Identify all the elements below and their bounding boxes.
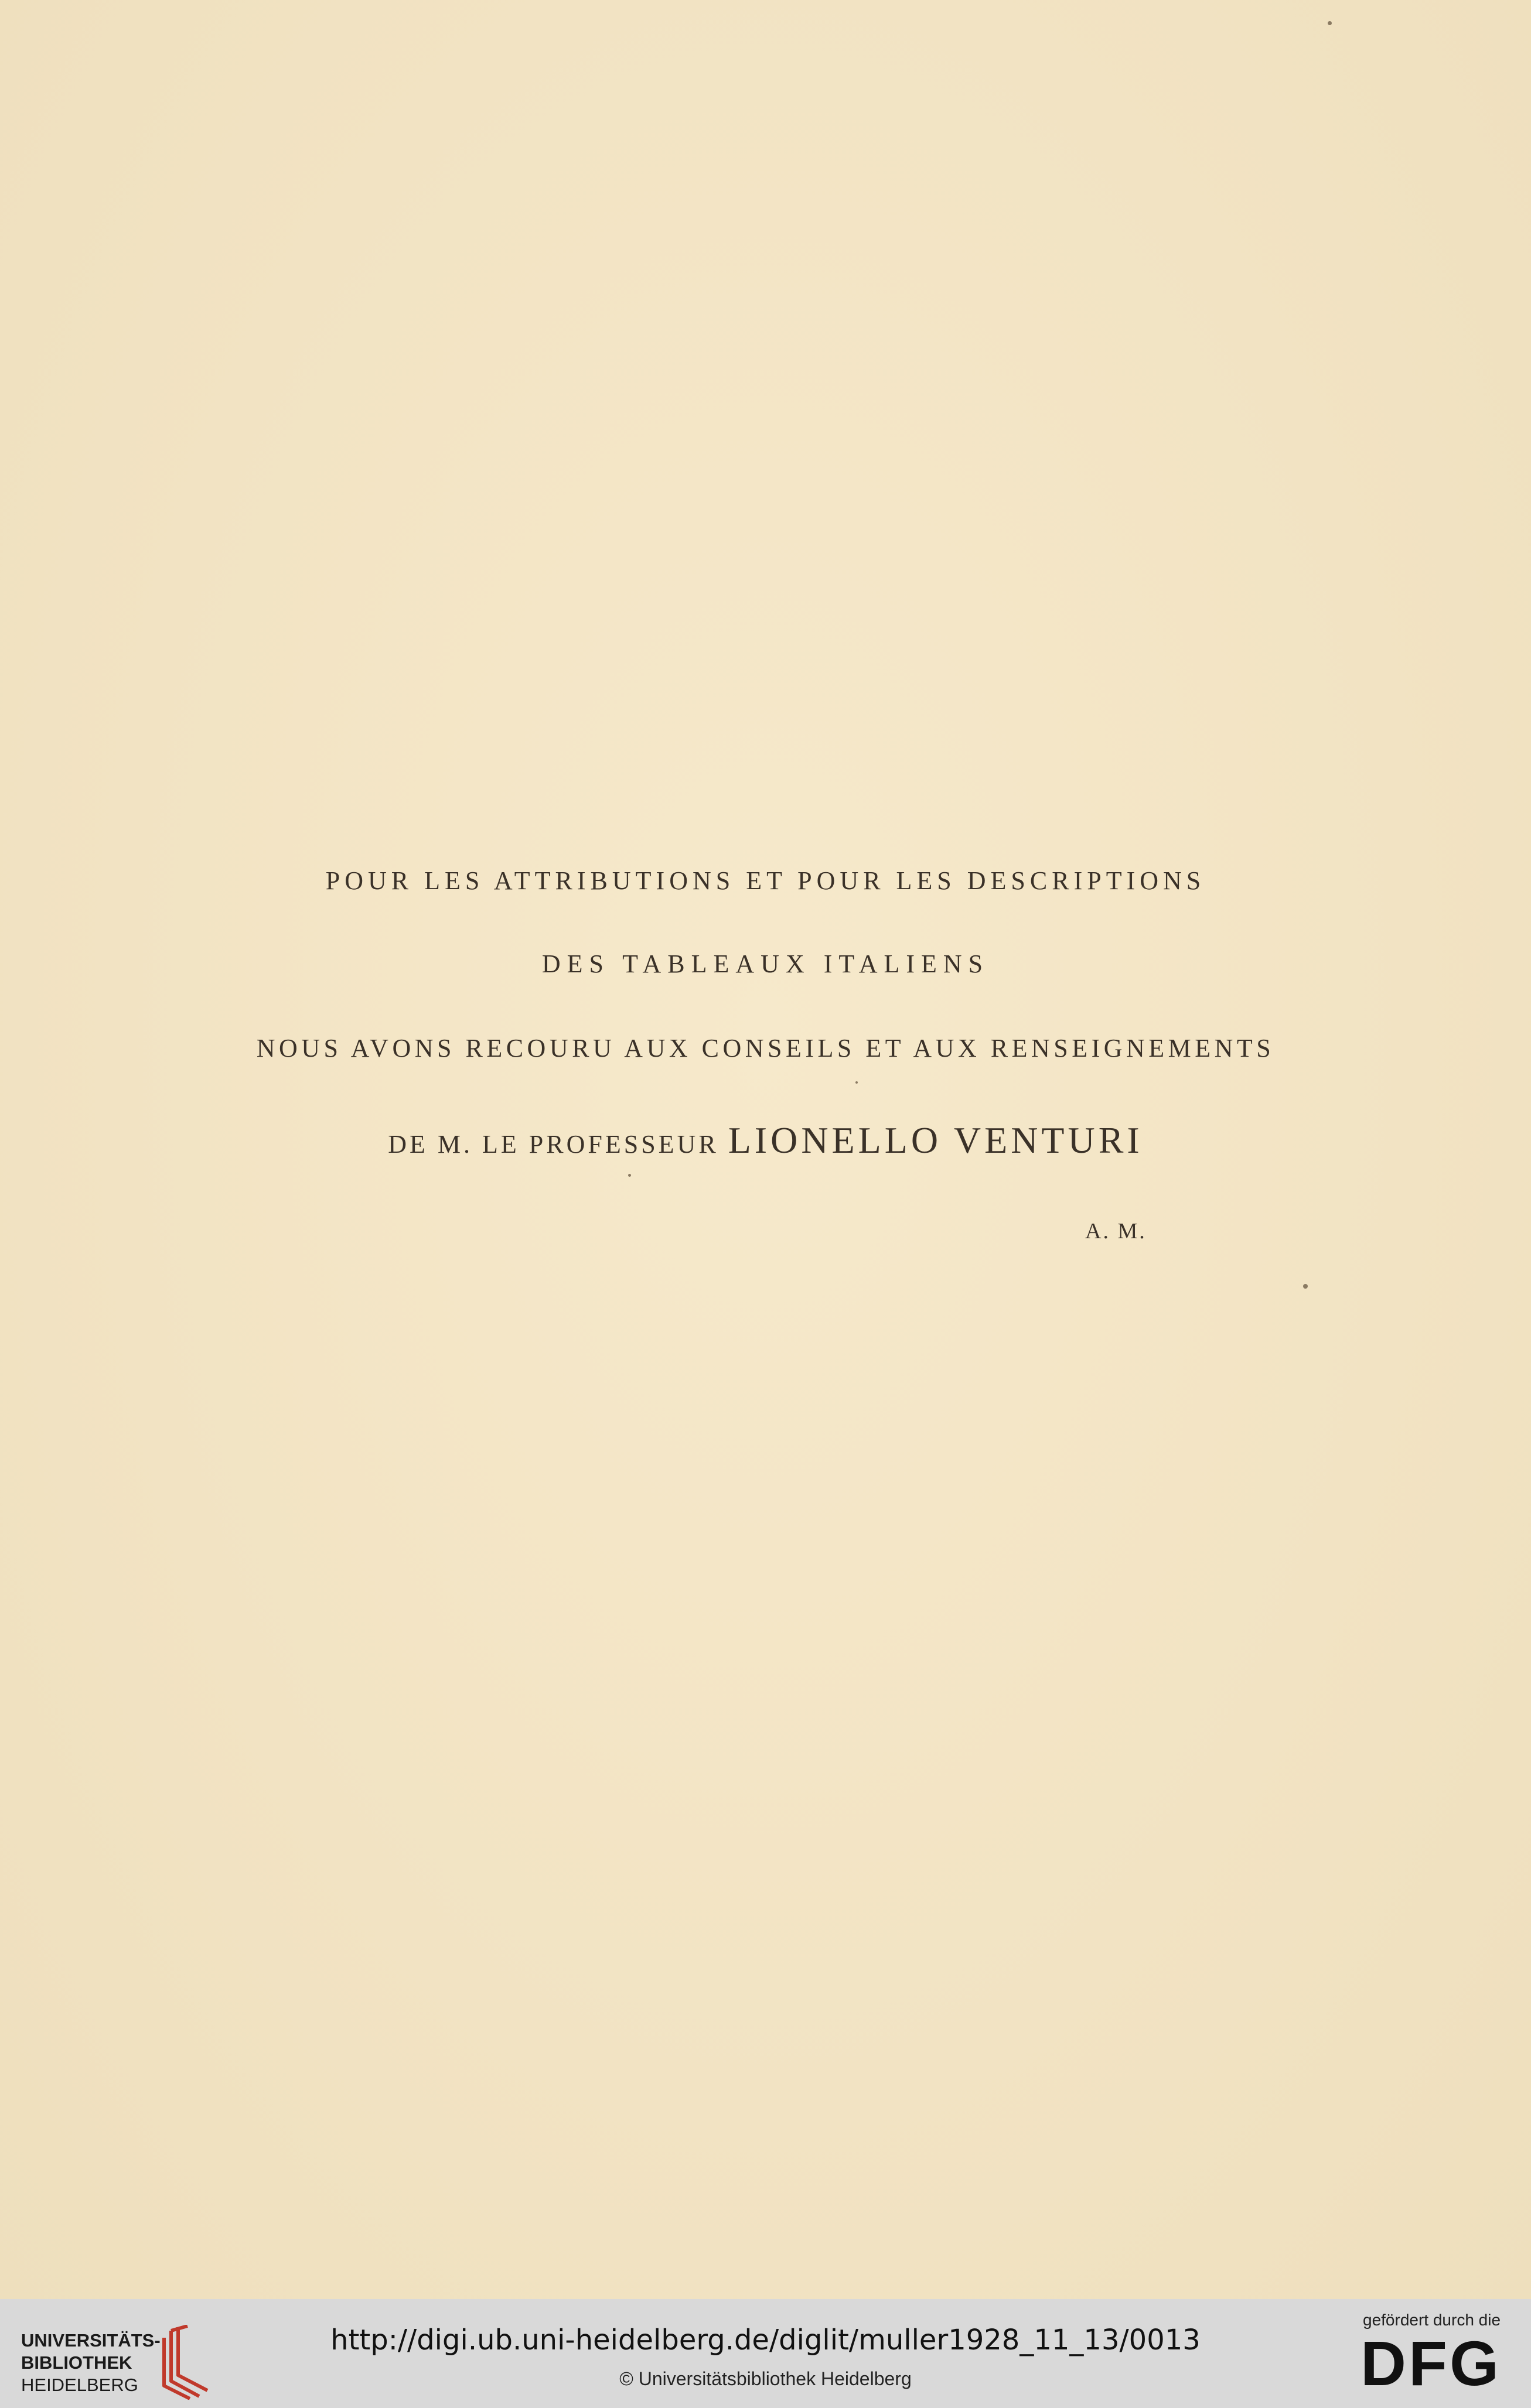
paper-speck [628,1174,631,1177]
library-name-line-1: UNIVERSITÄTS- [21,2330,161,2351]
professor-title: DE M. LE PROFESSEUR [388,1130,719,1159]
dfg-logo: DFG [1360,2328,1501,2399]
paper-speck [855,1081,858,1084]
dedication-line-3: NOUS AVONS RECOURU AUX CONSEILS ET AUX RENSEIGNEMENTS [256,1034,1275,1063]
paper-speck [1303,1284,1308,1289]
professor-name: LIONELLO VENTURI [728,1119,1143,1161]
signature-initials: A. M. [1085,1219,1147,1244]
library-name-line-3: HEIDELBERG [21,2375,138,2395]
copyright-notice: © Universitätsbibliothek Heidelberg [619,2368,912,2389]
dfg-caption: gefördert durch die [1363,2311,1501,2329]
dedication-line-2: DES TABLEAUX ITALIENS [541,949,990,978]
dedication-line-1: POUR LES ATTRIBUTIONS ET POUR LES DESCRIPTIONS [325,866,1206,895]
paper-speck [1328,21,1332,25]
library-name-line-2: BIBLIOTHEK [21,2352,132,2373]
permalink-url[interactable]: http://digi.ub.uni-heidelberg.de/diglit/muller1928_11_13/0013 [330,2324,1201,2356]
library-footer-bar [0,2299,1531,2408]
dedication-line-4 [0,1119,1531,1162]
